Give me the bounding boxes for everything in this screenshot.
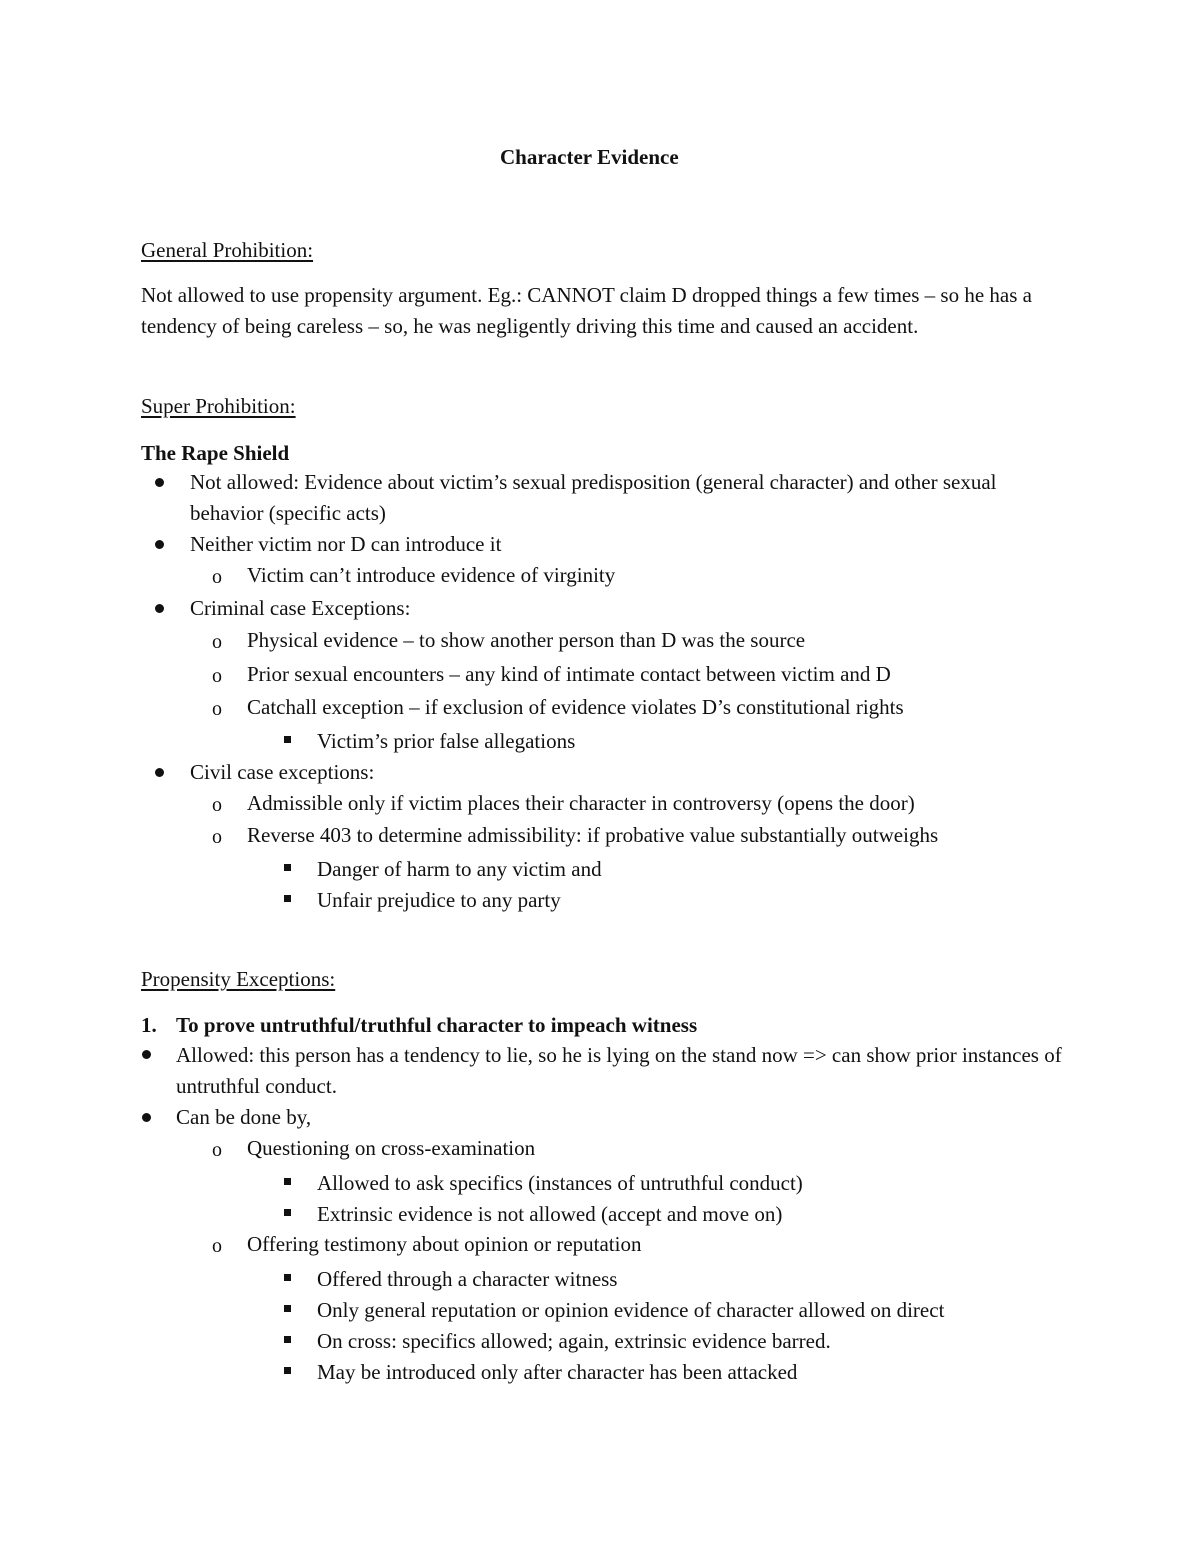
square-bullet bbox=[284, 1336, 291, 1343]
list-item: Extrinsic evidence is not allowed (accept and move on) bbox=[317, 1202, 783, 1226]
list-item: Civil case exceptions: bbox=[190, 760, 375, 784]
list-item: Victim can’t introduce evidence of virginity bbox=[247, 563, 616, 587]
square-bullet bbox=[284, 1178, 291, 1185]
square-bullet bbox=[284, 1367, 291, 1374]
square-bullet bbox=[284, 736, 291, 743]
list-item: Catchall exception – if exclusion of evidence violates D’s constitutional rights bbox=[247, 695, 904, 719]
circle-bullet: o bbox=[212, 1235, 222, 1257]
bullet-dot bbox=[155, 604, 164, 613]
propensity-exceptions-heading: Propensity Exceptions: bbox=[141, 967, 336, 991]
list-item: Allowed: this person has a tendency to lie, so he is lying on the stand now => can show prior instances of untruthful conduct. bbox=[176, 1043, 1062, 1098]
bullet-dot bbox=[142, 1050, 151, 1059]
list-item: Not allowed: Evidence about victim’s sexual predisposition (general character) and other sexual behavior (specific acts) bbox=[190, 470, 997, 525]
circle-bullet: o bbox=[212, 698, 222, 720]
list-item: Offered through a character witness bbox=[317, 1267, 618, 1291]
bullet-dot bbox=[142, 1113, 151, 1122]
list-item: Victim’s prior false allegations bbox=[317, 729, 576, 753]
list-item: Only general reputation or opinion evidence of character allowed on direct bbox=[317, 1298, 945, 1322]
circle-bullet: o bbox=[212, 665, 222, 687]
list-item: Reverse 403 to determine admissibility: if probative value substantially outweighs bbox=[247, 823, 939, 847]
list-item: May be introduced only after character has been attacked bbox=[317, 1360, 798, 1384]
circle-bullet: o bbox=[212, 566, 222, 588]
list-item: Questioning on cross-examination bbox=[247, 1136, 536, 1160]
list-item: Criminal case Exceptions: bbox=[190, 596, 411, 620]
square-bullet bbox=[284, 1274, 291, 1281]
square-bullet bbox=[284, 1209, 291, 1216]
circle-bullet: o bbox=[212, 826, 222, 848]
list-item: Unfair prejudice to any party bbox=[317, 888, 561, 912]
bullet-dot bbox=[155, 540, 164, 549]
super-prohibition-heading: Super Prohibition: bbox=[141, 394, 296, 418]
rape-shield-heading: The Rape Shield bbox=[141, 441, 290, 465]
circle-bullet: o bbox=[212, 1139, 222, 1161]
list-item: Physical evidence – to show another person than D was the source bbox=[247, 628, 806, 652]
bullet-dot bbox=[155, 768, 164, 777]
list-item: On cross: specifics allowed; again, extrinsic evidence barred. bbox=[317, 1329, 831, 1353]
list-item: Admissible only if victim places their character in controversy (opens the door) bbox=[247, 791, 915, 815]
list-item: Danger of harm to any victim and bbox=[317, 857, 602, 881]
numbered-marker: 1. bbox=[141, 1013, 157, 1037]
square-bullet bbox=[284, 895, 291, 902]
general-prohibition-heading: General Prohibition: bbox=[141, 238, 314, 262]
list-item: Can be done by, bbox=[176, 1105, 312, 1129]
circle-bullet: o bbox=[212, 794, 222, 816]
list-item: Prior sexual encounters – any kind of intimate contact between victim and D bbox=[247, 662, 891, 686]
square-bullet bbox=[284, 864, 291, 871]
list-item: Neither victim nor D can introduce it bbox=[190, 532, 502, 556]
page-title: Character Evidence bbox=[500, 145, 679, 169]
circle-bullet: o bbox=[212, 631, 222, 653]
general-prohibition-text: Not allowed to use propensity argument. Eg.: CANNOT claim D dropped things a few times – so he has a tendency of being careless – so, he was negligently driving this time and caused an accident. bbox=[141, 283, 1032, 338]
square-bullet bbox=[284, 1305, 291, 1312]
list-item: Allowed to ask specifics (instances of untruthful conduct) bbox=[317, 1171, 803, 1195]
bullet-dot bbox=[155, 478, 164, 487]
list-item: Offering testimony about opinion or reputation bbox=[247, 1232, 642, 1256]
numbered-heading: To prove untruthful/truthful character to impeach witness bbox=[176, 1013, 698, 1037]
